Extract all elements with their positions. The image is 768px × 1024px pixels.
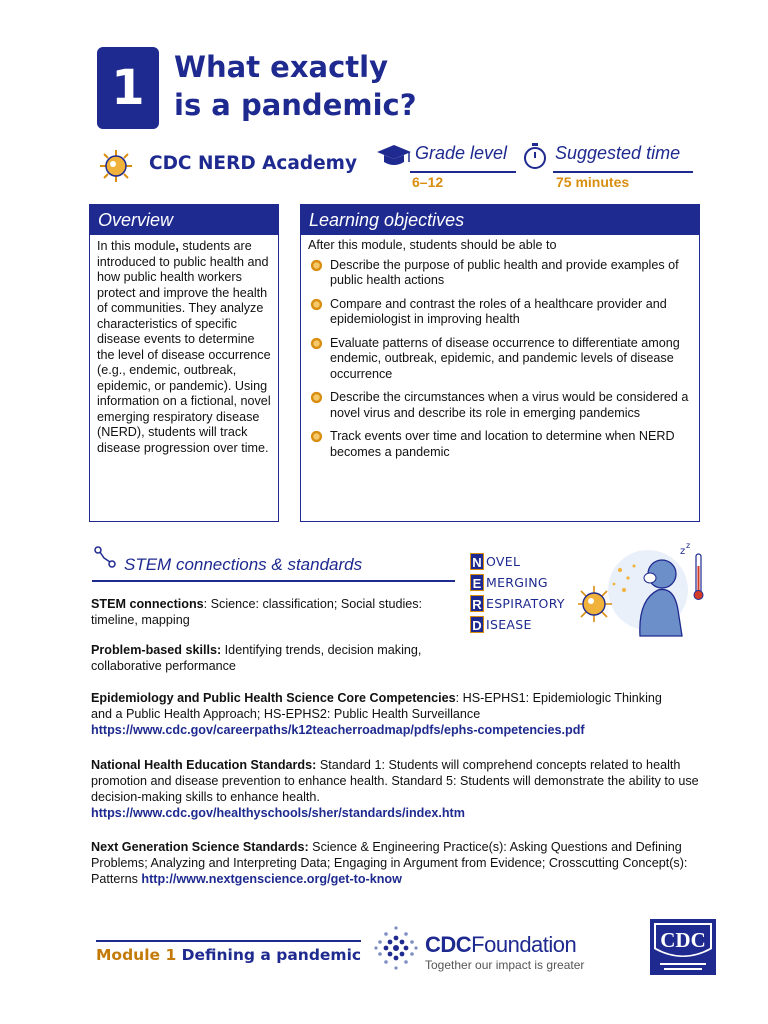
overview-heading: Overview — [90, 205, 278, 235]
cdc-foundation-prefix: CDC — [425, 932, 472, 957]
cdc-foundation-logo-icon — [372, 924, 420, 972]
nhes-link[interactable]: https://www.cdc.gov/healthyschools/sher/standards/index.htm — [91, 806, 465, 820]
ephs-text: : HS-EPHS1: Epidemiologic Thinking and a Public Health Approach; HS-EPHS2: Public Health Surveillance — [91, 691, 662, 721]
sick-person-illustration-icon — [578, 540, 710, 640]
nhes-paragraph — [91, 757, 699, 821]
ngss-label: Next Generation Science Standards: — [91, 840, 309, 854]
time-divider — [553, 171, 693, 173]
stem-connections-paragraph — [91, 596, 461, 628]
list-item — [308, 297, 691, 328]
nerd-acronym-graphic — [470, 540, 710, 640]
page-title — [174, 48, 417, 124]
nerd-row-d — [470, 614, 532, 634]
stopwatch-icon — [522, 142, 548, 170]
virus-bullet-icon — [310, 259, 323, 272]
footer-divider — [96, 940, 361, 942]
stem-connections-label: STEM connections — [91, 597, 204, 611]
footer-module-name: Defining a pandemic — [181, 946, 362, 964]
overview-text-body: students are introduced to public health and how public health workers protect and improve the health of communities. They analyze characteristics of specific disease events to determine the level of disease occurrence (e.g., endemic, outbreak, epidemic, or pandemic). Using information on a fictional, novel emerging respiratory disease (NERD), students will track disease progression over time. — [97, 239, 271, 455]
suggested-time-label: Suggested time — [555, 143, 681, 163]
overview-panel — [89, 204, 279, 522]
virus-bullet-icon — [310, 337, 323, 350]
list-item — [308, 336, 691, 383]
title-line-1: What exactly — [174, 50, 389, 84]
cdc-logo-icon — [650, 919, 716, 975]
ephs-paragraph — [91, 690, 681, 738]
nhes-label: National Health Education Standards: — [91, 758, 317, 772]
list-item — [308, 429, 691, 460]
objective-text: Compare and contrast the roles of a healthcare provider and epidemiologist in improving health — [330, 296, 667, 326]
ngss-paragraph — [91, 839, 699, 887]
virus-icon — [98, 148, 134, 184]
graduation-cap-icon — [376, 143, 412, 169]
objective-text: Track events over time and location to determine when NERD becomes a pandemic — [330, 429, 675, 459]
virus-bullet-icon — [310, 391, 323, 404]
grade-divider — [410, 171, 516, 173]
academy-name: CDC NERD Academy — [149, 153, 358, 174]
nhes-text: Standard 1: Students will comprehend concepts related to health promotion and disease prevention to enhance health. Standard 5: Students will demonstrate the ability to use decision-making skills to enhance health. — [91, 758, 699, 804]
cdc-foundation-name — [425, 932, 576, 958]
overview-text-comma: , — [175, 239, 179, 253]
footer-module-number: 1 — [165, 946, 177, 964]
ngss-text: Science & Engineering Practice(s): Asking Questions and Defining Problems; Analyzing and Interpreting Data; Engaging in Argument from Evidence; Crosscutting Concept(s): Patterns — [91, 840, 688, 886]
nerd-letter: D — [470, 616, 484, 633]
nerd-word: ESPIRATORY — [486, 595, 565, 611]
problem-skills-text: Identifying trends, decision making, collaborative performance — [91, 643, 422, 673]
objectives-list — [301, 254, 699, 461]
nerd-row-e — [470, 572, 548, 592]
module-number-badge — [97, 47, 159, 129]
nerd-word: ISEASE — [486, 616, 532, 632]
ephs-link[interactable]: https://www.cdc.gov/careerpaths/k12teacherroadmap/pdfs/ephs-competencies.pdf — [91, 723, 585, 737]
nerd-row-n — [470, 551, 520, 571]
objectives-heading: Learning objectives — [301, 205, 699, 235]
cdc-foundation-suffix: Foundation — [471, 932, 577, 957]
ephs-label: Epidemiology and Public Health Science Core Competencies — [91, 691, 456, 705]
virus-bullet-icon — [310, 430, 323, 443]
module-number: 1 — [111, 60, 145, 116]
cdc-logo-text: CDC — [660, 928, 706, 952]
stem-heading: STEM connections & standards — [124, 555, 363, 574]
objectives-intro: After this module, students should be able to — [308, 238, 557, 252]
objective-text: Describe the purpose of public health and provide examples of public health actions — [330, 257, 679, 287]
objective-text: Describe the circumstances when a virus would be considered a novel virus and describe its role in emerging pandemics — [330, 390, 689, 420]
nerd-letter: E — [470, 574, 484, 591]
title-line-2: is a pandemic? — [174, 88, 417, 122]
list-item — [308, 258, 691, 289]
problem-skills-paragraph — [91, 642, 461, 674]
svg-text:z: z — [686, 541, 691, 550]
grade-level-value: 6–12 — [412, 174, 444, 190]
list-item — [308, 390, 691, 421]
footer-module-title — [96, 946, 361, 964]
nerd-letter: N — [470, 553, 484, 570]
molecule-icon — [94, 546, 116, 568]
ngss-link[interactable]: http://www.nextgenscience.org/get-to-know — [141, 872, 402, 886]
nerd-word: OVEL — [486, 553, 521, 569]
grade-level-label: Grade level — [415, 143, 508, 163]
nerd-row-r — [470, 593, 565, 613]
learning-objectives-panel — [300, 204, 700, 522]
stem-connections-text: : Science: classification; Social studies: timeline, mapping — [91, 597, 423, 627]
virus-bullet-icon — [310, 298, 323, 311]
cdc-foundation-tagline: Together our impact is greater — [425, 958, 585, 972]
stem-divider — [92, 580, 455, 582]
nerd-word: MERGING — [486, 574, 548, 590]
objective-text: Evaluate patterns of disease occurrence to differentiate among endemic, outbreak, epidemic, and pandemic levels of disease occurrence — [330, 335, 680, 381]
problem-skills-label: Problem-based skills: — [91, 643, 222, 657]
suggested-time-value: 75 minutes — [556, 174, 630, 190]
footer-module-label: Module — [96, 946, 161, 964]
overview-text — [90, 235, 278, 456]
svg-text:z: z — [680, 546, 686, 557]
nerd-letter: R — [470, 595, 484, 612]
overview-text-start: In this module — [97, 239, 176, 253]
